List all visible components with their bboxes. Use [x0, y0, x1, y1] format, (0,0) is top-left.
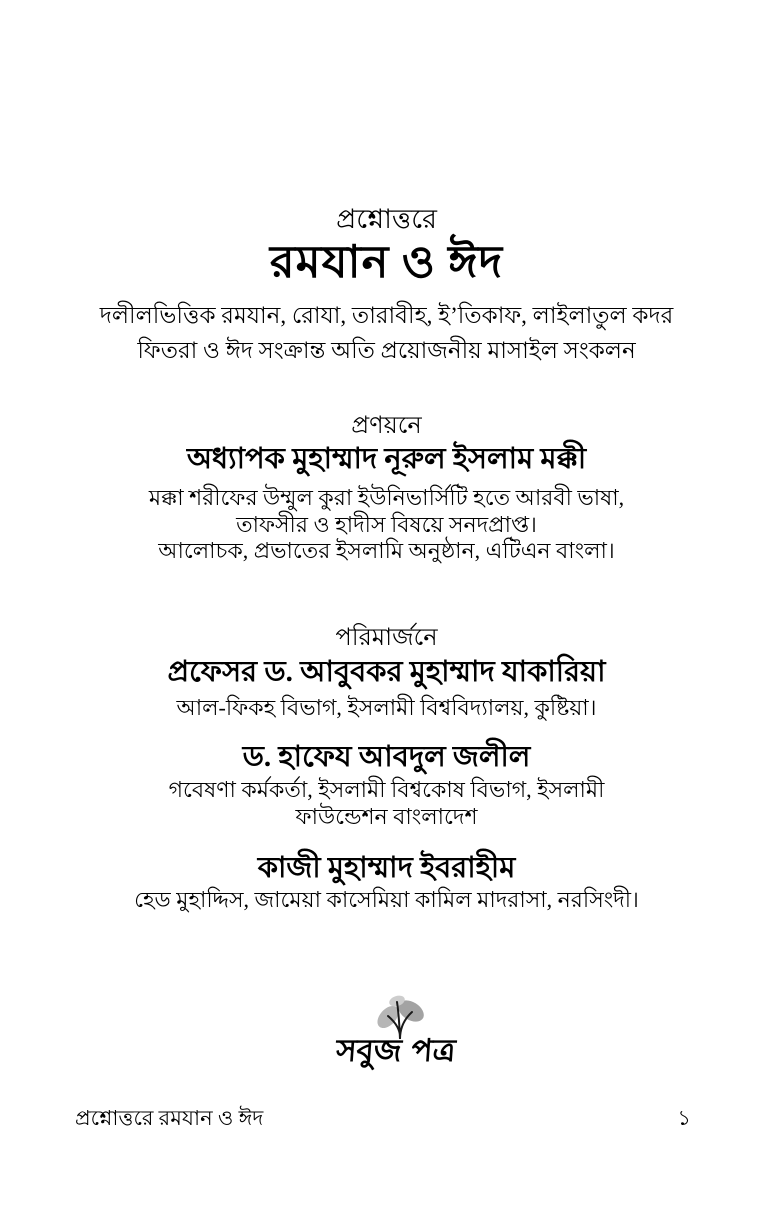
editor-affiliation-1: আল-ফিকহ বিভাগ, ইসলামী বিশ্ববিদ্যালয়, কুষ্টিয়া।	[176, 695, 597, 720]
author-credential-line-1: মক্কা শরীফের উম্মুল কুরা ইউনিভার্সিটি হতে আরবী ভাষা,	[148, 485, 625, 510]
editor-affiliation-3: হেড মুহাদ্দিস, জামেয়া কাসেমিয়া কামিল মাদরাসা, নরসিংদী।	[134, 887, 639, 912]
editors-section-heading: পরিমার্জনে	[335, 625, 438, 651]
editor-name-1: প্রফেসর ড. আবুবকর মুহাম্মাদ যাকারিয়া	[167, 656, 606, 688]
editor-name-2: ড. হাফেয আবদুল জলীল	[242, 741, 531, 773]
subtitle-line-2: ফিতরা ও ঈদ সংক্রান্ত অতি প্রয়োজনীয় মাসাইল সংকলন	[137, 338, 636, 363]
footer-page-number: ১	[677, 1106, 691, 1130]
author-credential-line-3: আলোচক, প্রভাতের ইসলামি অনুষ্ঠান, এটিএন বাংলা।	[158, 538, 615, 563]
author-name: অধ্যাপক মুহাম্মাদ নূরুল ইসলাম মক্কী	[186, 443, 587, 475]
subtitle-line-1: দলীলভিত্তিক রমযান, রোযা, তারাবীহ, ই’তিকাফ, লাইলাতুল কদর	[99, 303, 674, 328]
editor-affiliation-2-line-2: ফাউন্ডেশন বাংলাদেশ	[295, 804, 478, 829]
editor-name-3: কাজী মুহাম্মাদ ইবরাহীম	[257, 852, 516, 884]
editor-affiliation-2-line-1: গবেষণা কর্মকর্তা, ইসলামী বিশ্বকোষ বিভাগ, ইসলামী	[168, 777, 605, 802]
publisher-logo	[334, 993, 457, 1071]
publisher-wordmark-left: সবুজ	[334, 1033, 403, 1068]
publisher-wordmark	[334, 1027, 457, 1079]
publisher-wordmark-right: পত্র	[410, 1033, 457, 1068]
author-credential-line-2: তাফসীর ও হাদীস বিষয়ে সনদপ্রাপ্ত।	[236, 512, 537, 537]
page-footer	[75, 1102, 691, 1137]
footer-running-title: প্রশ্নোত্তরে রমযান ও ঈদ	[75, 1106, 264, 1130]
book-title: রমযান ও ঈদ	[269, 237, 504, 287]
author-section-heading: প্রণয়নে	[351, 413, 422, 439]
series-title: প্রশ্নোত্তরে	[336, 204, 437, 234]
